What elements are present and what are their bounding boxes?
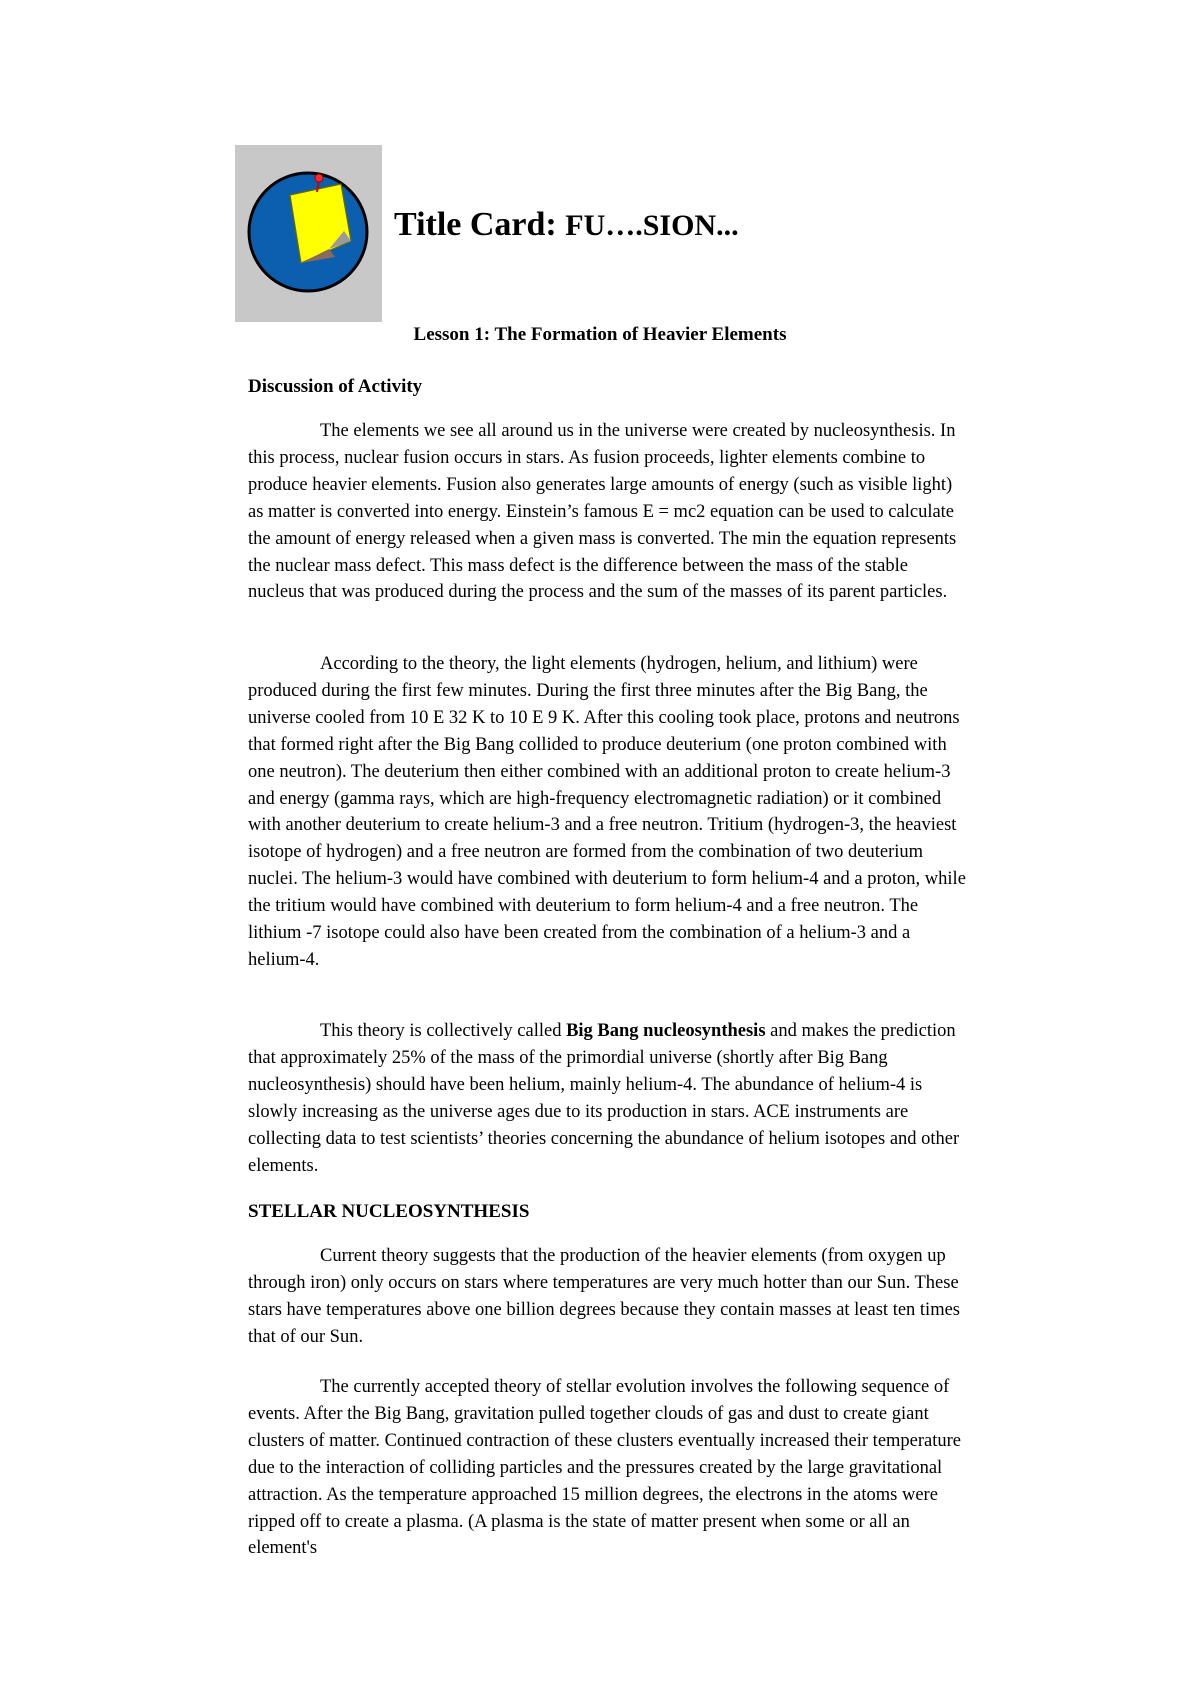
paragraph-big-bang-nucleosynthesis [248, 1018, 968, 1179]
page-title [394, 205, 739, 246]
paragraph-heavier-elements: Current theory suggests that the production of the heavier elements (from oxygen up through iron) only occurs on stars where temperatures are very much hotter than our Sun. These stars have temperatures above one billion degrees because they contain masses at least ten times that of our Sun. [248, 1246, 960, 1347]
paragraph-nucleosynthesis: The elements we see all around us in the universe were created by nucleosynthesis. In this process, nuclear fusion occurs in stars. As fusion proceeds, lighter elements combine to produce heavier elements. Fusion also generates large amounts of energy (such as visible light) as matter is converted into energy. Einstein’s famous E = mc2 equation can be used to calculate the amount of energy released when a given mass is converted. The min the equation represents the nuclear mass defect. This mass defect is the difference between the mass of the stable nucleus that was produced during the process and the sum of the masses of its parent particles. [248, 421, 957, 603]
pinned-note-icon [235, 145, 382, 322]
bold-term: Big Bang nucleosynthesis [566, 1021, 766, 1041]
section-heading-stellar: STELLAR NUCLEOSYNTHESIS [248, 1201, 530, 1222]
lesson-title: Lesson 1: The Formation of Heavier Elements [413, 324, 787, 345]
title-card-logo [235, 145, 382, 322]
paragraph-light-elements: According to the theory, the light elements (hydrogen, helium, and lithium) were produced during the first few minutes. During the first three minutes after the Big Bang, the universe cooled from 10 E 32 K to 10 E 9 K. After this cooling took place, protons and neutrons that formed right after the Big Bang collided to produce deuterium (one proton combined with one neutron). The deuterium then either combined with an additional proton to create helium-3 and energy (gamma rays, which are high-frequency electromagnetic radiation) or it combined with another deuterium to create helium-3 and a free neutron. Tritium (hydrogen-3, the heaviest isotope of hydrogen) and a free neutron are formed from the combination of two deuterium nuclei. The helium-3 would have combined with deuterium to form helium-4 and a proton, while the tritium would have combined with deuterium to form helium-4 and a free neutron. The lithium -7 isotope could also have been created from the combination of a helium-3 and a helium-4. [248, 654, 966, 970]
title-lead: Title Card: [394, 206, 557, 243]
paragraph-text-after: and makes the prediction that approximately 25% of the mass of the primordial universe (shortly after Big Bang nucleosynthesis) should have been helium, mainly helium-4. The abundance of helium-4 is slowly increasing as the universe ages due to its production in stars. ACE instruments are collecting data to test scientists’ theories concerning the abundance of helium isotopes and other elements. [248, 1021, 960, 1176]
paragraph-stellar-evolution: The currently accepted theory of stellar evolution involves the following sequence of events. After the Big Bang, gravitation pulled together clouds of gas and dust to create giant clusters of matter. Continued contraction of these clusters eventually increased their temperature due to the interaction of colliding particles and the pressures created by the large gravitational attraction. As the temperature approached 15 million degrees, the electrons in the atoms were ripped off to create a plasma. (A plasma is the state of matter present when some or all an element's [248, 1377, 962, 1559]
section-heading-discussion: Discussion of Activity [248, 376, 423, 397]
title-rest: FU….SION... [565, 209, 739, 242]
paragraph-text-before: This theory is collectively called [320, 1021, 567, 1041]
